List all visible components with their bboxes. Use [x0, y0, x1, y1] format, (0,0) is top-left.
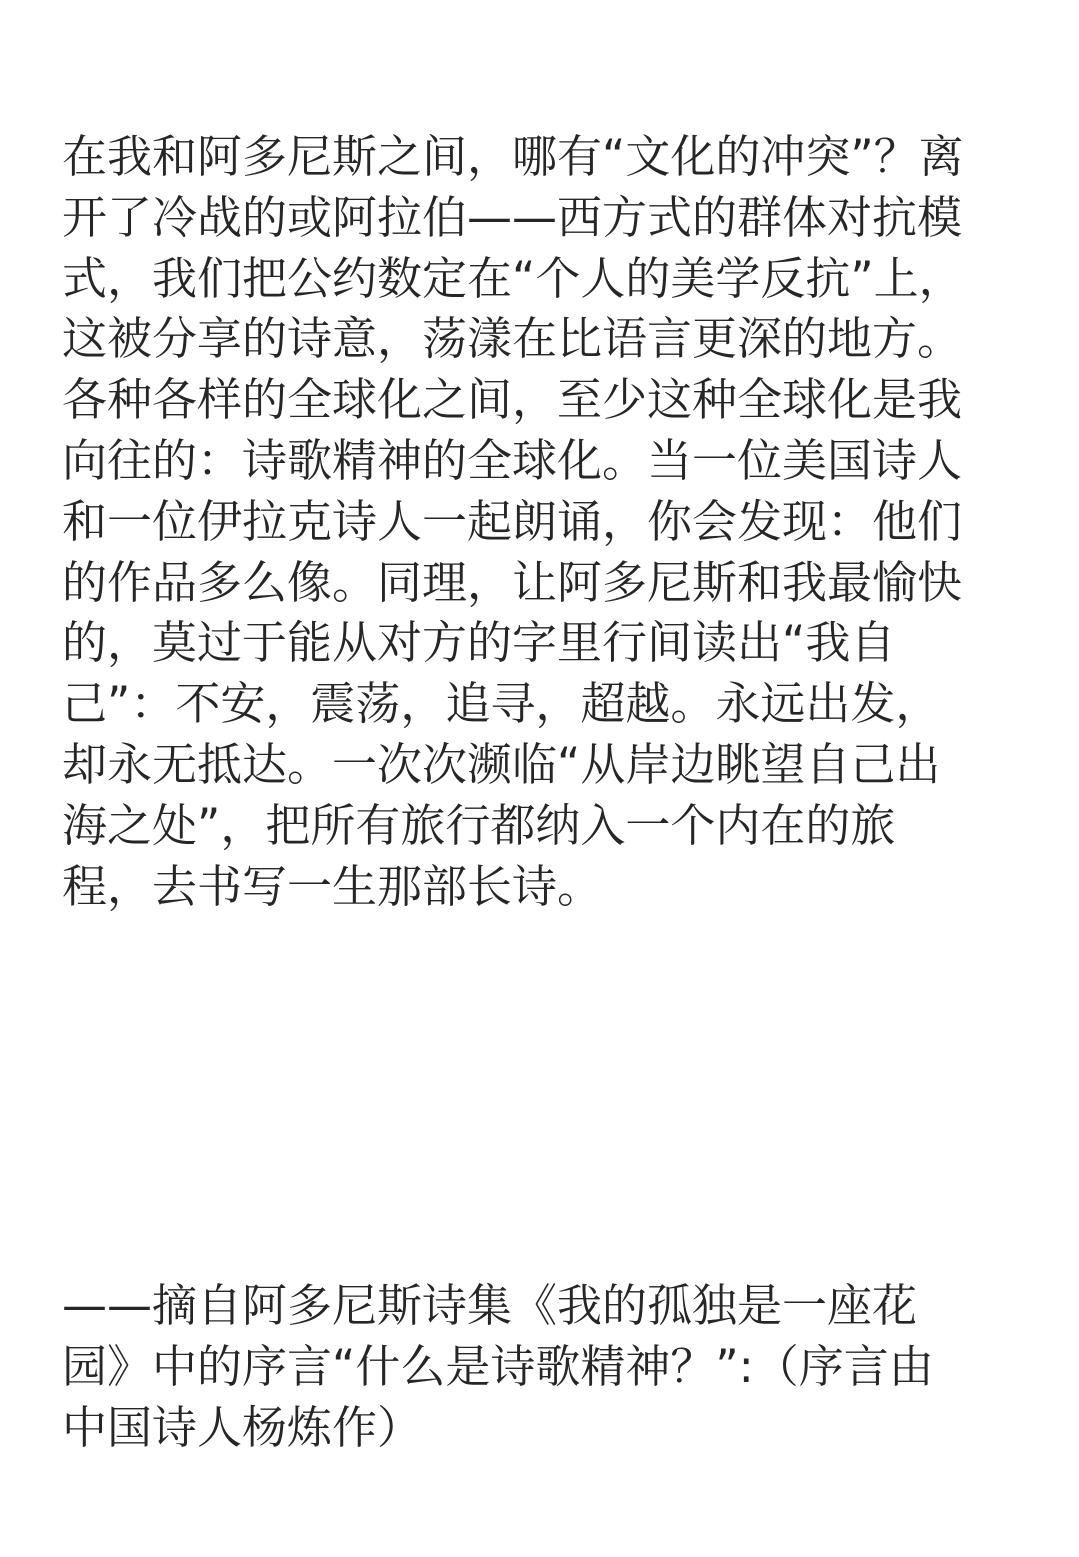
- attribution-line: 园》中的序言“什么是诗歌精神？”:（序言由: [62, 1339, 934, 1393]
- body-paragraph: [62, 127, 1022, 917]
- body-line: 海之处”，把所有旅行都纳入一个内在的旅: [62, 798, 896, 852]
- attribution-line: ——摘自阿多尼斯诗集《我的孤独是一座花: [62, 1279, 918, 1332]
- body-line: 的作品多么像。同理，让阿多尼斯和我最愉快: [62, 555, 963, 609]
- body-line: 在我和阿多尼斯之间，哪有“文化的冲突”？离: [62, 130, 964, 183]
- body-line: 却永无抵达。一次次濒临“从岸边眺望自己出: [62, 737, 941, 791]
- body-line: 这被分享的诗意，荡漾在比语言更深的地方。: [62, 312, 963, 366]
- body-line: 向往的：诗歌精神的全球化。当一位美国诗人: [62, 433, 963, 487]
- body-line: 和一位伊拉克诗人一起朗诵，你会发现：他们: [62, 494, 963, 548]
- attribution-paragraph: [62, 1276, 1022, 1458]
- attribution-line: 中国诗人杨炼作）: [62, 1400, 423, 1454]
- body-line: 各种各样的全球化之间，至少这种全球化是我: [62, 373, 963, 427]
- body-line: 己”：不安，震荡，追寻，超越。永远出发，: [62, 677, 941, 731]
- body-line: 开了冷战的或阿拉伯——西方式的群体对抗模: [62, 190, 963, 244]
- body-line: 式，我们把公约数定在“个人的美学反抗”上，: [62, 251, 964, 305]
- body-line: 的，莫过于能从对方的字里行间读出“我自: [62, 616, 896, 670]
- body-line: 程，去书写一生那部长诗。: [62, 859, 603, 913]
